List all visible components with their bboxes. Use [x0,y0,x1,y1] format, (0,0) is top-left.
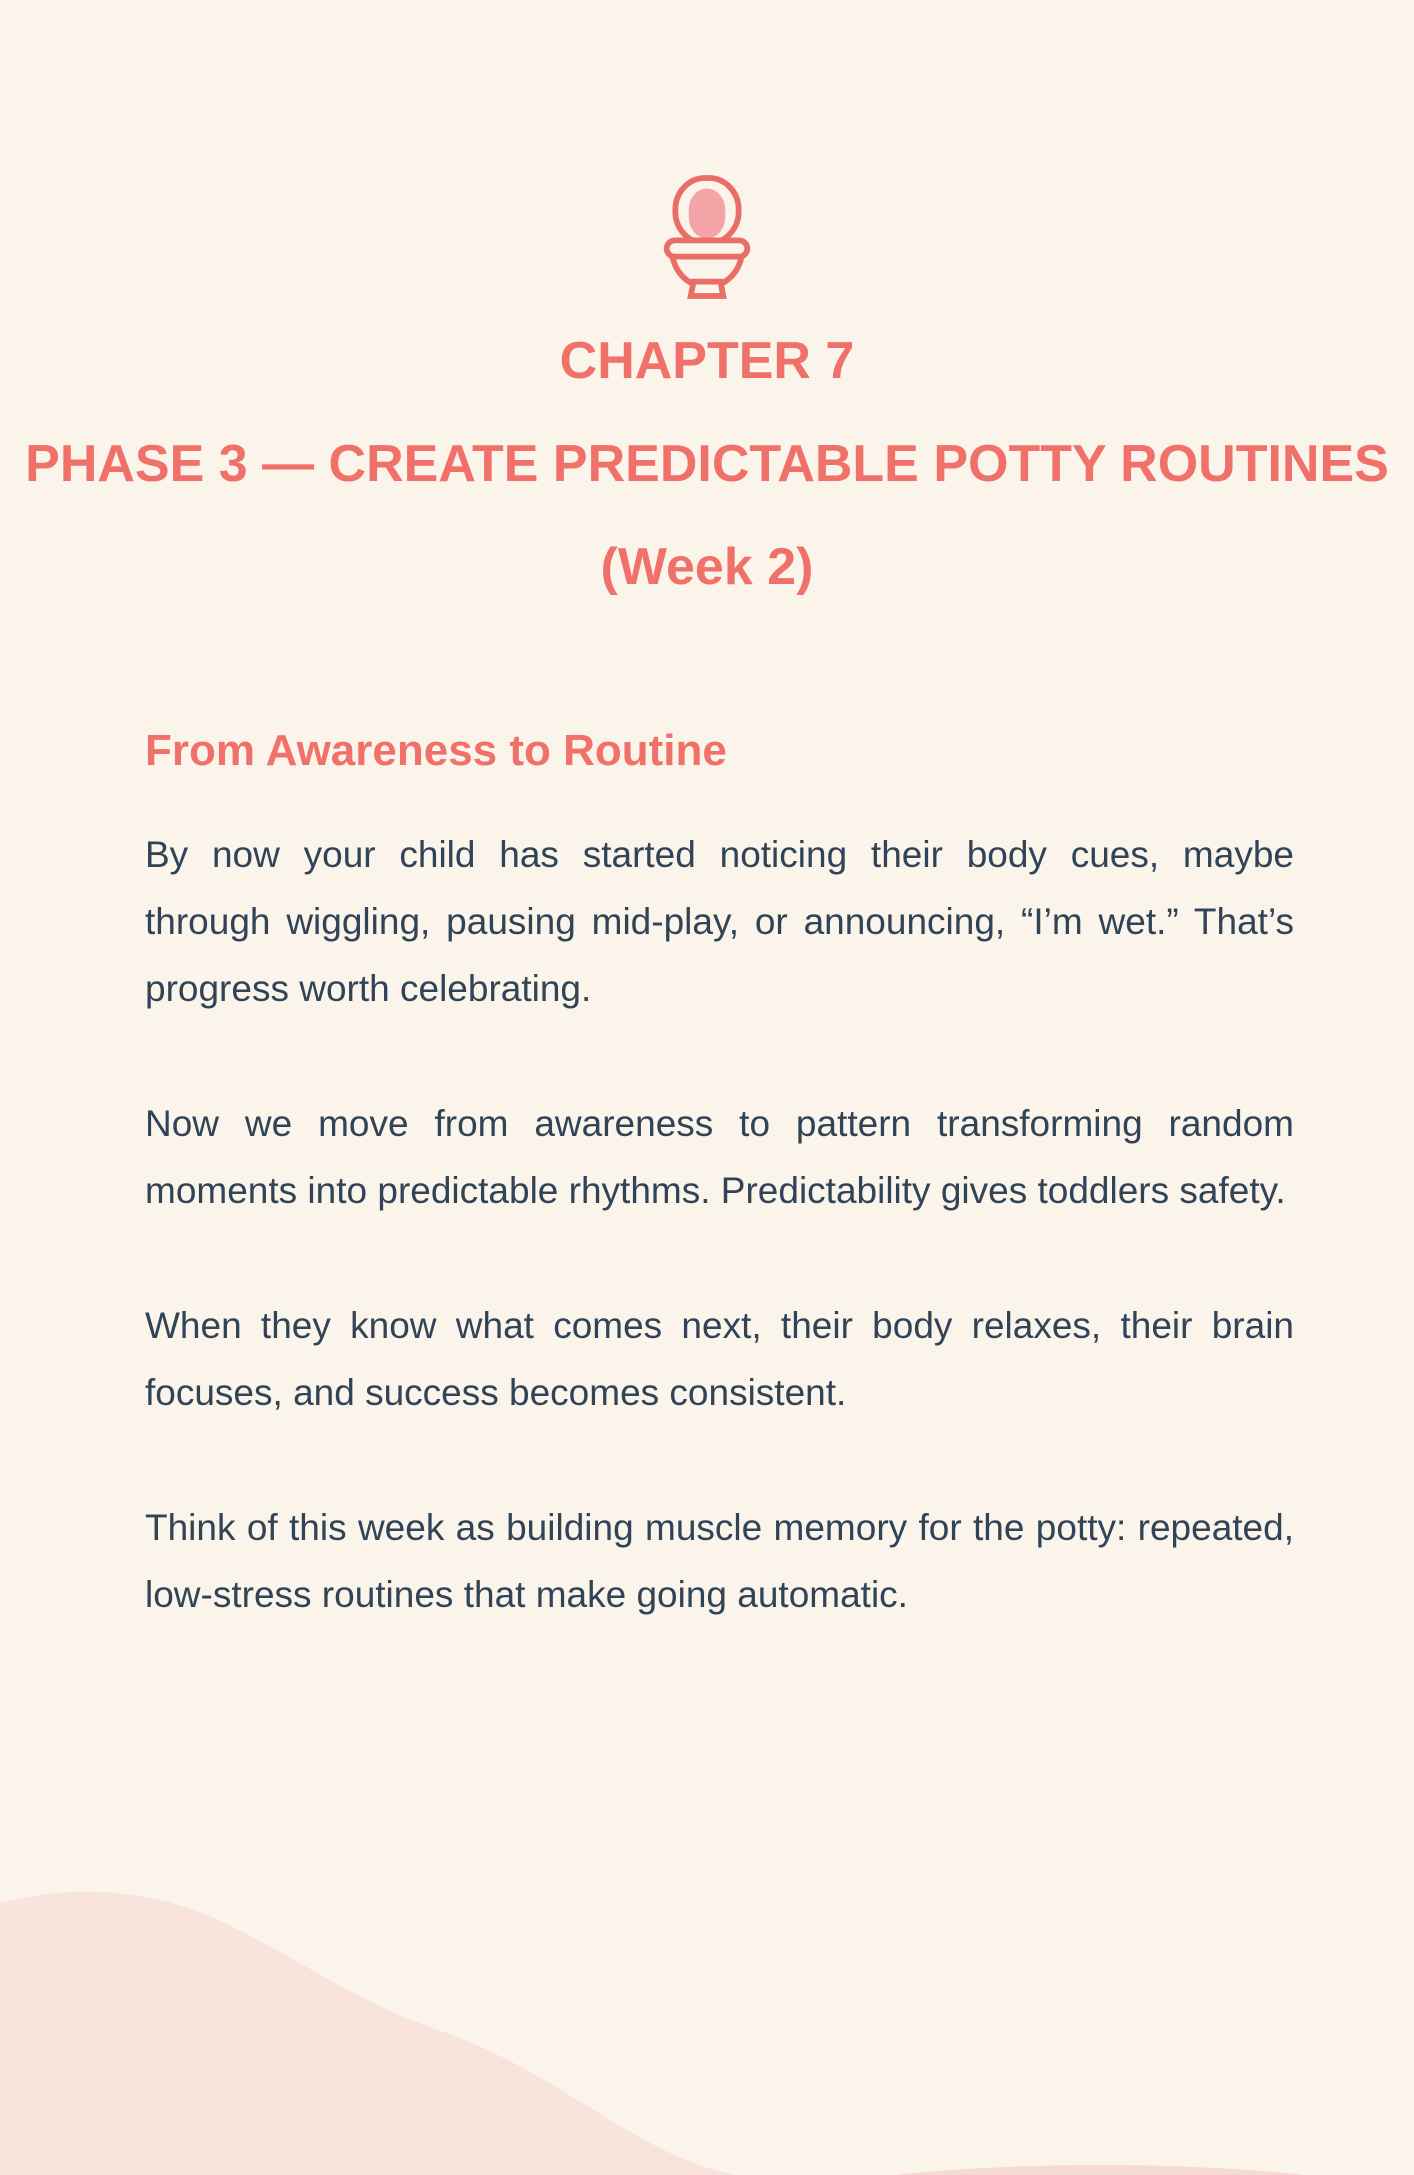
toilet-icon [659,175,755,299]
section-heading: From Awareness to Routine [145,726,727,775]
paragraph: When they know what comes next, their body relaxes, their brain focuses, and success becomes consistent. [145,1305,1294,1413]
chapter-number: CHAPTER 7 [559,332,855,390]
paragraph: Think of this week as building muscle memory for the potty: repeated, low-stress routines that make going automatic. [145,1507,1294,1615]
body-text [145,821,1294,1628]
paragraph: Now we move from awareness to pattern transforming random moments into predictable rhythms. Predictability gives toddlers safety. [145,1103,1294,1211]
paragraph: By now your child has started noticing their body cues, maybe through wiggling, pausing mid-play, or announcing, “I’m wet.” That’s progress worth celebrating. [145,834,1294,1009]
chapter-title: PHASE 3 — CREATE PREDICTABLE POTTY ROUTINES (Week 2) [25,435,1389,596]
ebook-page [0,175,1414,2175]
